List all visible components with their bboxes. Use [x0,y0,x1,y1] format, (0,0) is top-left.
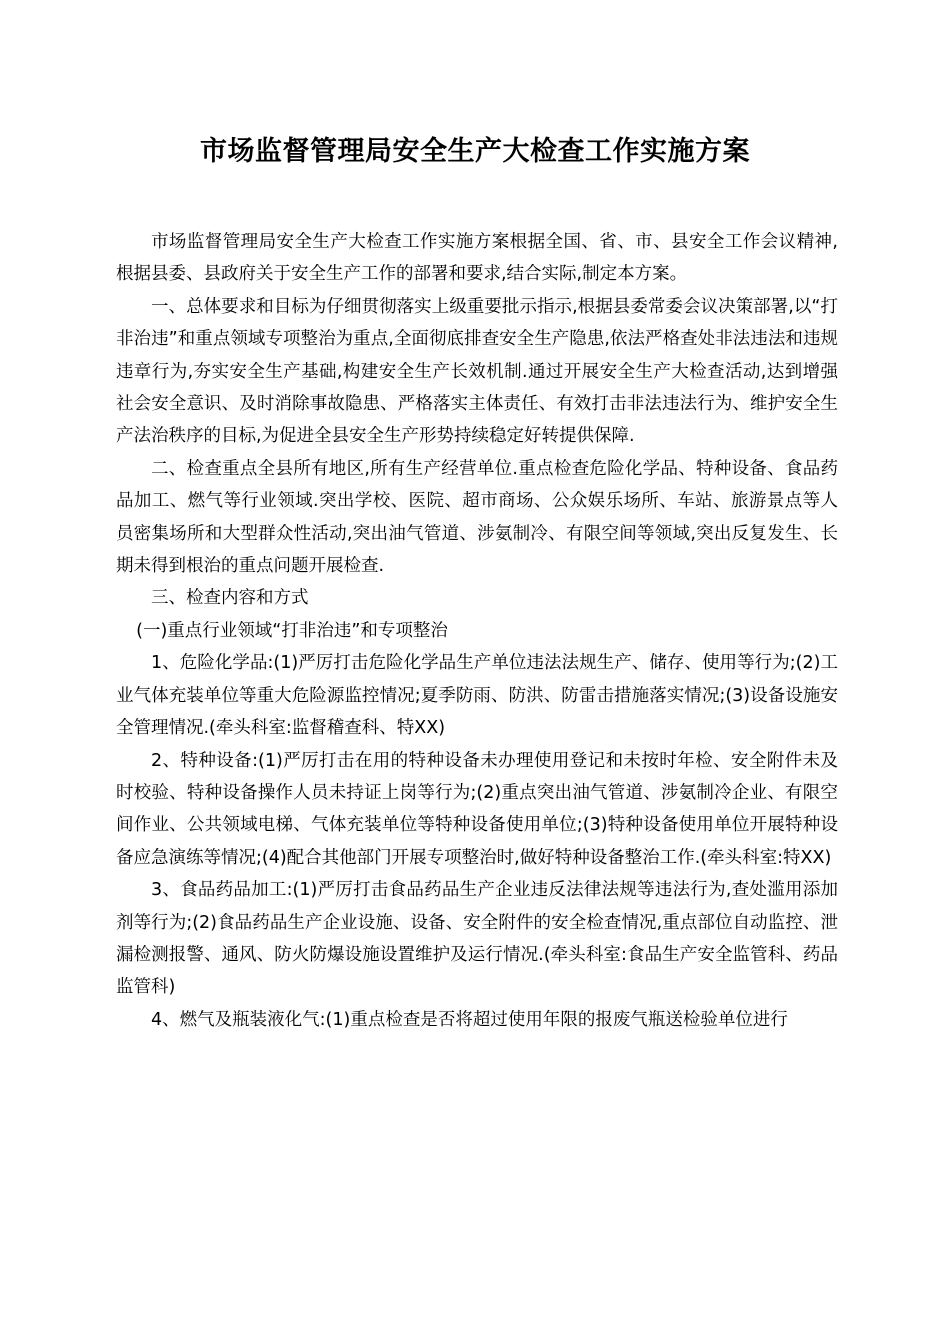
item-2-paragraph: 2、特种设备:(1)严厉打击在用的特种设备未办理使用登记和未按时年检、安全附件未及时校验、特种设备操作人员未持证上岗等行为;(2)重点突出油气管道、涉氨制冷企业、有限空间作业、公共领域电梯、气体充装单位等特种设备使用单位;(3)特种设备使用单位开展特种设备应急演练等情况;(4)配合其他部门开展专项整治时,做好特种设备整治工作.(牵头科室:特XX) [116,750,838,868]
item-4-paragraph: 4、燃气及瓶装液化气:(1)重点检查是否将超过使用年限的报废气瓶送检验单位进行 [151,1009,788,1030]
page-title: 市场监督管理局安全生产大检查工作实施方案 [200,136,750,167]
item-3-paragraph: 3、食品药品加工:(1)严厉打击食品药品生产企业违反法律法规等违法行为,查处滥用添加剂等行为;(2)食品药品生产企业设施、设备、安全附件的安全检查情况,重点部位自动监控、泄漏检测报警、通风、防火防爆设施设置维护及运行情况.(牵头科室:食品生产安全监管科、药品监管科) [116,880,838,998]
section-1-paragraph: 一、总体要求和目标为仔细贯彻落实上级重要批示指示,根据县委常委会议决策部署,以“打非治违”和重点领域专项整治为重点,全面彻底排查安全生产隐患,依法严格查处非法违法和违规违章行为,夯实安全生产基础,构建安全生产长效机制.通过开展安全生产大检查活动,达到增强社会安全意识、及时消除事故隐患、严格落实主体责任、有效打击非法违法行为、维护安全生产法治秩序的目标,为促进全县安全生产形势持续稳定好转提供保障. [116,296,838,447]
section-2-paragraph: 二、检查重点全县所有地区,所有生产经营单位.重点检查危险化学品、特种设备、食品药品加工、燃气等行业领域.突出学校、医院、超市商场、公众娱乐场所、车站、旅游景点等人员密集场所和大型群众性活动,突出油气管道、涉氨制冷、有限空间等领域,突出反复发生、长期未得到根治的重点问题开展检查. [116,458,838,577]
item-1-paragraph: 1、危险化学品:(1)严厉打击危险化学品生产单位违法法规生产、储存、使用等行为;(2)工业气体充装单位等重大危险源监控情况;夏季防雨、防洪、防雷击措施落实情况;(3)设备设施安全管理情况.(牵头科室:监督稽查科、特XX) [116,653,838,739]
subsection-1-heading: (一)重点行业领域“打非治违”和专项整治 [136,620,448,641]
section-3-heading: 三、检查内容和方式 [151,588,309,609]
intro-paragraph: 市场监督管理局安全生产大检查工作实施方案根据全国、省、市、县安全工作会议精神,根据县委、县政府关于安全生产工作的部署和要求,结合实际,制定本方案。 [116,232,838,285]
document-body [116,226,838,1036]
